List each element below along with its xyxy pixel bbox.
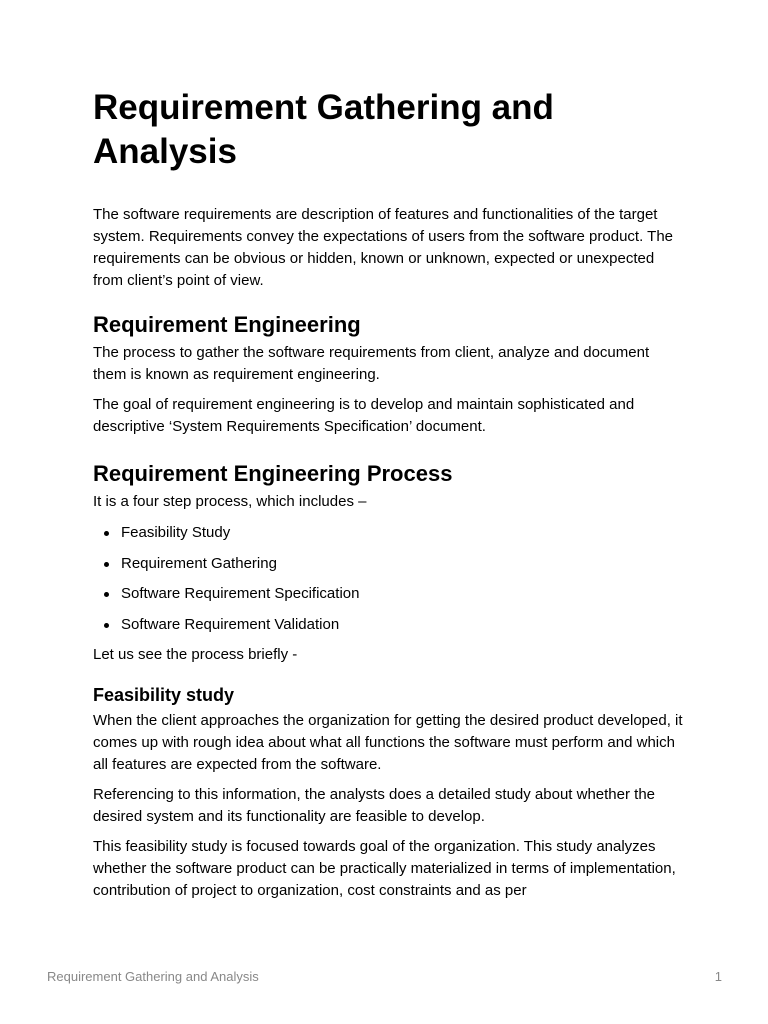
feasibility-paragraph-1: When the client approaches the organization for getting the desired product developed, it comes up with rough idea about what all functions the software must perform and which all features are expected from the software. bbox=[93, 712, 683, 773]
process-closing-paragraph: Let us see the process briefly - bbox=[93, 646, 298, 663]
heading-feasibility-study: Feasibility study bbox=[93, 685, 235, 705]
page-title: Requirement Gathering and Analysis bbox=[93, 88, 554, 171]
list-item: Feasibility Study bbox=[121, 522, 683, 544]
document-page bbox=[93, 86, 683, 902]
process-lead-paragraph: It is a four step process, which includes – bbox=[93, 493, 367, 510]
list-item: Software Requirement Specification bbox=[121, 583, 683, 605]
footer-page-number: 1 bbox=[714, 969, 722, 984]
footer-document-title: Requirement Gathering and Analysis bbox=[47, 969, 259, 984]
heading-requirement-engineering: Requirement Engineering bbox=[93, 312, 361, 337]
heading-engineering-process: Requirement Engineering Process bbox=[93, 461, 453, 486]
feasibility-paragraph-3: This feasibility study is focused towards goal of the organization. This study analyzes whether the software product can be practically materialized in terms of implementation, contribution of project to organization, cost constraints and as per bbox=[93, 838, 676, 899]
process-steps-list bbox=[93, 522, 683, 636]
list-item: Software Requirement Validation bbox=[121, 614, 683, 636]
engineering-paragraph-2: The goal of requirement engineering is to develop and maintain sophisticated and descriptive ‘System Requirements Specification’ document. bbox=[93, 396, 635, 435]
list-item: Requirement Gathering bbox=[121, 553, 683, 575]
intro-paragraph: The software requirements are description of features and functionalities of the target system. Requirements convey the expectations of users from the software product. The requirements can be obvious or hidden, known or unknown, expected or unexpected from client’s point of view. bbox=[93, 206, 673, 289]
feasibility-paragraph-2: Referencing to this information, the analysts does a detailed study about whether the desired system and its functionality are feasible to develop. bbox=[93, 786, 656, 825]
engineering-paragraph-1: The process to gather the software requirements from client, analyze and document them is known as requirement engineering. bbox=[93, 344, 650, 383]
